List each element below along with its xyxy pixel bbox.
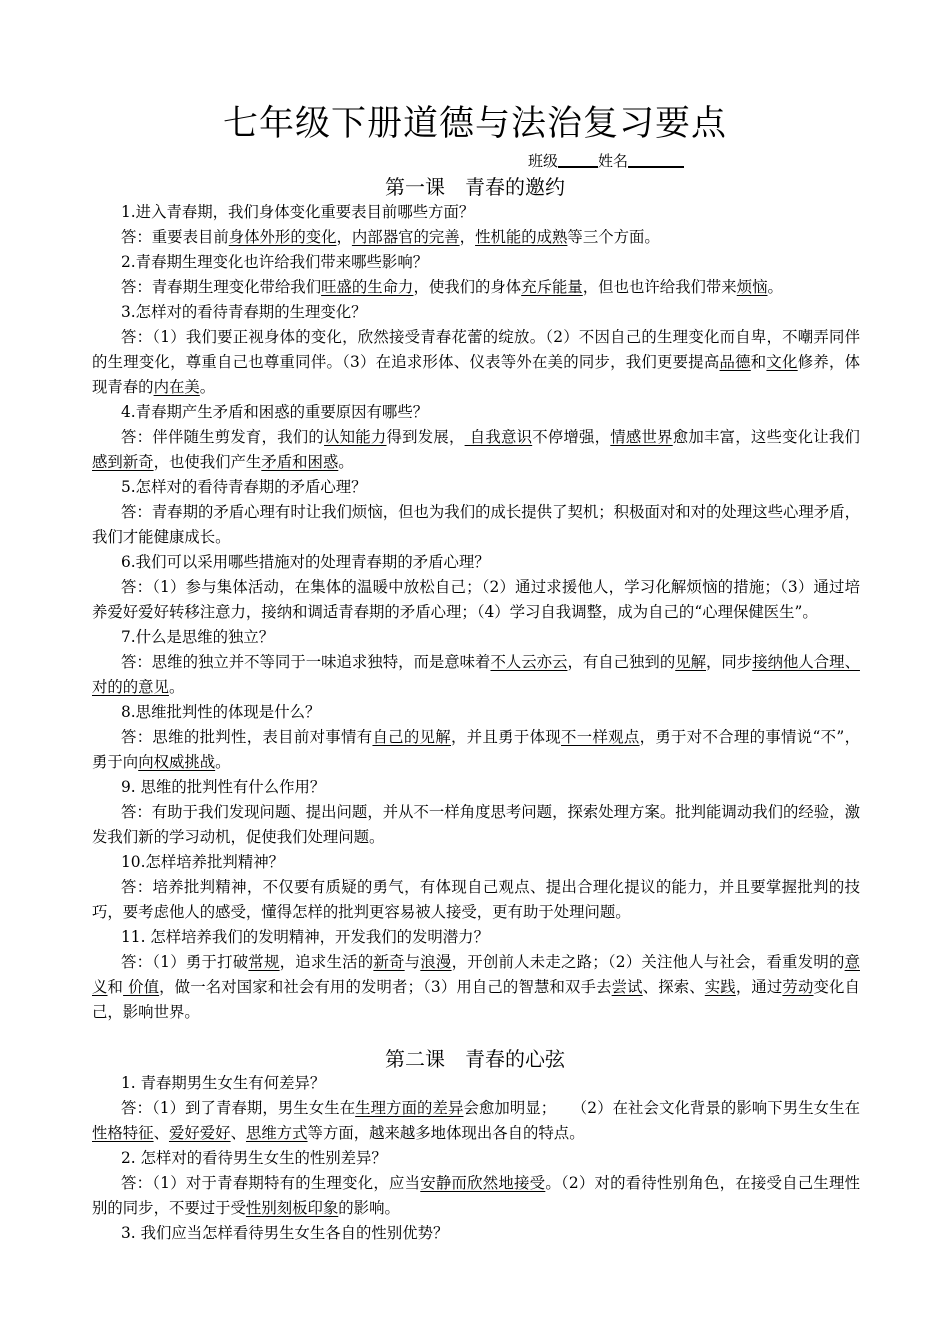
question: 7.什么是思维的独立？ — [121, 628, 275, 646]
answer — [92, 225, 860, 250]
lesson-2-title: 青春的心弦 — [465, 1047, 565, 1071]
answer-text: 。 — [215, 753, 231, 771]
answer-text: 答：青春期的矛盾心理有时让我们烦恼，但也为我们的成长提供了契机；积极面对和对的处理这些心理矛盾，我们才能健康成长。 — [92, 503, 860, 546]
question: 6.我们可以采用哪些措施对的处理青春期的矛盾心理？ — [121, 553, 490, 571]
key-term: 感到新奇 — [92, 453, 154, 471]
question: 8.思维批判性的体现是什么？ — [121, 703, 321, 721]
answer — [92, 875, 860, 925]
answer-text: 答：（1）到了青春期，男生女生在 — [121, 1099, 356, 1117]
answer-text: 。（2）对的看待性别角色，在接受自己生理性别的同步，不要过于受 — [92, 1174, 860, 1217]
key-term: 接纳他人合理、对的的意见 — [92, 653, 860, 696]
key-term: 品德 — [719, 353, 751, 371]
answer-text: 会愈加明显； （2）在社会文化背景的影响下男生女生在 — [463, 1099, 860, 1117]
key-term: 劳动 — [782, 978, 814, 996]
answer — [92, 425, 860, 475]
question: 9. 思维的批判性有什么作用？ — [121, 778, 326, 796]
key-term: 身体外形的变化 — [228, 228, 337, 246]
answer-text: ， — [336, 228, 352, 246]
answer-text: ，但也也许给我们带来 — [582, 278, 737, 296]
answer-text: 、 — [230, 1124, 246, 1142]
answer — [92, 950, 860, 1025]
question: 11. 怎样培养我们的发明精神，开发我们的发明潜力？ — [121, 928, 489, 946]
key-term: 内部器官的完善 — [351, 228, 460, 246]
lesson-2-items — [92, 1071, 860, 1246]
answer-text: 答：伴伴随生剪发育，我们的 — [121, 428, 325, 446]
answer — [92, 500, 860, 550]
answer-text: ，有自己独到的 — [567, 653, 676, 671]
key-term: 文化 — [766, 353, 798, 371]
answer-text: 、 — [153, 1124, 169, 1142]
key-term: 思维方式 — [245, 1124, 308, 1142]
key-term: 自己的见解 — [372, 728, 452, 746]
answer — [92, 650, 860, 700]
answer — [92, 800, 860, 850]
answer — [92, 1096, 860, 1146]
key-term: 烦恼 — [736, 278, 768, 296]
answer-text: 答：有助于我们发现问题、提出问题，并从不一样角度思考问题，探索处理方案。批判能调动我们的经验，激发我们新的学习动机，促使我们处理问题。 — [92, 803, 860, 846]
key-term: 意义 — [92, 953, 860, 996]
answer-text: ，勇于对不合理的事情说“不”，勇于向 — [92, 728, 860, 771]
key-term: 情感世界 — [610, 428, 673, 446]
key-term: 见解 — [675, 653, 707, 671]
answer-text: ，追求生活的 — [279, 953, 374, 971]
question: 2.青春期生理变化也许给我们带来哪些影响？ — [121, 253, 429, 271]
answer-text: 答：（1）勇于打破 — [121, 953, 249, 971]
question: 1. 青春期男生女生有何差异？ — [121, 1074, 326, 1092]
question: 10.怎样培养批判精神？ — [121, 853, 284, 871]
lesson-1-title: 青春的邀约 — [465, 175, 565, 199]
lesson-1-items — [92, 200, 860, 1025]
answer-text: 愈加丰富，这些变化让我们 — [672, 428, 860, 446]
question: 3.怎样对的看待青春期的生理变化？ — [121, 303, 367, 321]
key-term: 旺盛的生命力 — [321, 278, 414, 296]
answer — [92, 275, 860, 300]
question: 1.进入青春期，我们身体变化重要表目前哪些方面？ — [121, 203, 475, 221]
answer — [92, 725, 860, 775]
answer-text: 。 — [767, 278, 783, 296]
class-label: 班级 — [528, 152, 559, 170]
answer-text: 答：思维的独立并不等同于一味追求独特，而是意味着 — [121, 653, 491, 671]
answer-text: 等三个方面。 — [567, 228, 660, 246]
key-term: 性机能的成熟 — [475, 228, 568, 246]
answer-text: 。 — [168, 678, 185, 696]
key-term: 实践 — [704, 978, 736, 996]
answer-text: ，也使我们产生 — [153, 453, 262, 471]
question: 2. 怎样对的看待男生女生的性别差异？ — [121, 1149, 387, 1167]
lesson-1-number: 第一课 — [385, 175, 445, 199]
key-term: 尝试 — [611, 978, 643, 996]
key-term: 性别刻板印象 — [245, 1199, 339, 1217]
answer-text: ，通过 — [735, 978, 783, 996]
answer-text: 和 — [107, 978, 124, 996]
key-term: 生理方面的差异 — [355, 1099, 464, 1117]
key-term: 爱好爱好 — [168, 1124, 231, 1142]
answer-text: 不停增强， — [532, 428, 611, 446]
answer-text: 与 — [404, 953, 421, 971]
answer — [92, 575, 860, 625]
answer-text: 。 — [338, 453, 354, 471]
class-blank[interactable] — [558, 152, 598, 168]
answer-text: 、探索、 — [642, 978, 705, 996]
answer-text: 。 — [199, 378, 216, 396]
page-title: 七年级下册道德与法治复习要点 — [222, 104, 727, 144]
class-name-line — [528, 151, 684, 171]
key-term: 常规 — [248, 953, 280, 971]
answer-text: 答：（1）参与集体活动，在集体的温暖中放松自己；（2）通过求援他人，学习化解烦恼的措施；（3）通过培养爱好爱好转移注意力，接纳和调适青春期的矛盾心理；（4）学习自我调整，成为自己的“心理保健医生”。 — [92, 578, 860, 621]
key-term: 不一样观点 — [561, 728, 640, 746]
name-label: 姓名 — [598, 152, 629, 170]
answer-text: 修养，体现青春的 — [92, 353, 860, 396]
answer-text: 的影响。 — [338, 1199, 400, 1217]
answer — [92, 1171, 860, 1221]
key-term: 价值 — [123, 978, 160, 996]
answer-text: 变化自己，影响世界。 — [92, 978, 860, 1021]
answer — [92, 325, 860, 400]
key-term: 向权威挑战 — [138, 753, 216, 771]
answer-text: ，做一名对国家和社会有用的发明者；（3）用自己的智慧和双手去 — [159, 978, 612, 996]
key-term: 自我意识 — [464, 428, 533, 446]
key-term: 充斥能量 — [521, 278, 583, 296]
answer-text: ，同步 — [706, 653, 753, 671]
answer-text: 和 — [750, 353, 767, 371]
answer-text: 得到发展， — [386, 428, 465, 446]
key-term: 性格特征 — [92, 1124, 154, 1142]
key-term: 新奇 — [373, 953, 405, 971]
lesson-2-number: 第二课 — [385, 1047, 445, 1071]
answer-text: 答：青春期生理变化带给我们 — [121, 278, 322, 296]
key-term: 矛盾和困惑 — [261, 453, 339, 471]
lesson-2-heading — [0, 1045, 950, 1073]
answer-text: 答：（1）我们要正视身体的变化，欣然接受青春花蕾的绽放。（2）不因自己的生理变化而自卑，不嘲弄同伴的生理变化，尊重自己也尊重同伴。（3）在追求形体、仪表等外在美的同步，我们更要提高 — [92, 328, 860, 371]
question: 4.青春期产生矛盾和困惑的重要原因有哪些？ — [121, 403, 429, 421]
answer-text: 等方面，越来越多地体现出各自的特点。 — [307, 1124, 585, 1142]
answer-text: ，使我们的身体 — [413, 278, 522, 296]
answer-text: ， — [459, 228, 476, 246]
answer-text: 答：（1）对于青春期特有的生理变化，应当 — [121, 1174, 421, 1192]
answer-text: 答：重要表目前 — [121, 228, 229, 246]
key-term: 不人云亦云 — [490, 653, 568, 671]
key-term: 内在美 — [153, 378, 200, 396]
name-blank[interactable] — [628, 152, 684, 168]
answer-text: 答：思维的批判性，表目前对事情有 — [121, 728, 373, 746]
key-term: 认知能力 — [324, 428, 387, 446]
answer-text: 答：培养批判精神，不仅要有质疑的勇气，有体现自己观点、提出合理化提议的能力，并且要掌握批判的技巧，要考虑他人的感受，懂得怎样的批判更容易被人接受，更有助于处理问题。 — [92, 878, 860, 921]
answer-text: ，开创前人未走之路；（2）关注他人与社会，看重发明的 — [451, 953, 845, 971]
question: 5.怎样对的看待青春期的矛盾心理？ — [121, 478, 367, 496]
key-term: 安静而欣然地接受 — [420, 1174, 546, 1192]
answer-text: ，并且勇于体现 — [451, 728, 562, 746]
question: 3. 我们应当怎样看待男生女生各自的性别优势？ — [121, 1224, 449, 1242]
lesson-1-heading — [0, 173, 950, 201]
key-term: 浪漫 — [420, 953, 452, 971]
